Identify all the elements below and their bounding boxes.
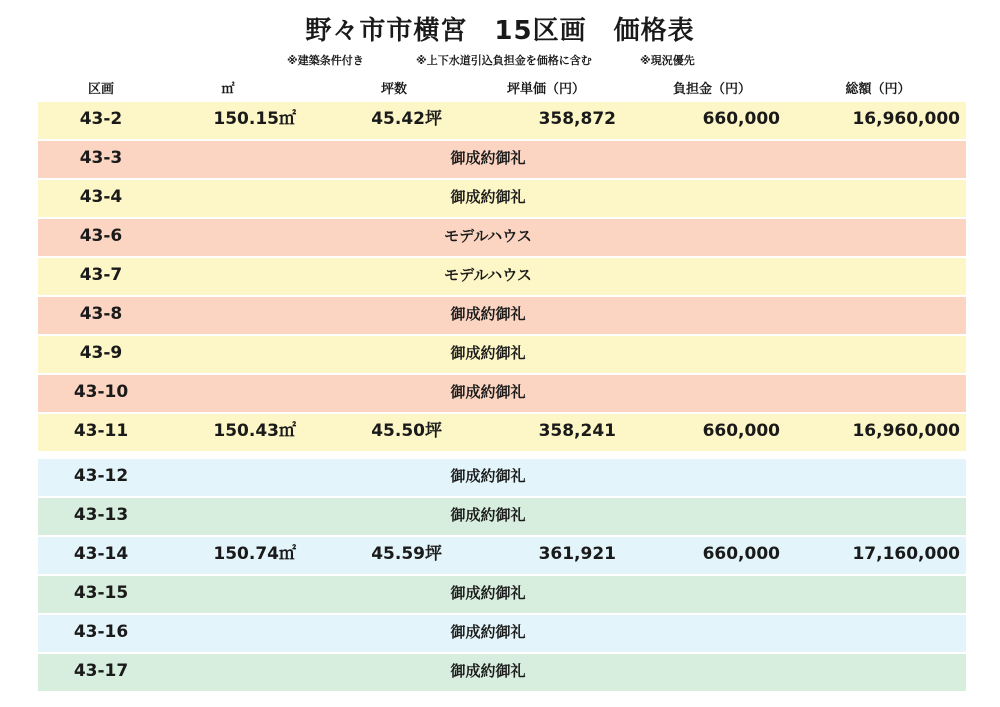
table-row [38,375,966,412]
table-row [38,102,966,139]
cell-burden: 660,000 [702,421,780,441]
cell-lot: 43-8 [79,304,123,324]
cell-lot: 43-3 [79,148,123,168]
cell-status: 御成約御礼 [450,662,526,680]
cell-total: 16,960,000 [852,109,960,129]
cell-status: 御成約御礼 [450,584,526,602]
note-current-condition: ※現況優先 [640,54,695,67]
cell-total: 16,960,000 [852,421,960,441]
note-water-burden: ※上下水道引込負担金を価格に含む [416,54,592,67]
table-row [38,654,966,691]
cell-unit-price: 361,921 [538,544,616,564]
cell-status: モデルハウス [444,266,532,284]
cell-tsubo: 45.50坪 [371,421,442,441]
cell-status: 御成約御礼 [450,383,526,401]
cell-status: 御成約御礼 [450,506,526,524]
cell-status: 御成約御礼 [450,188,526,206]
cell-lot: 43-12 [73,466,129,486]
table-row [38,297,966,334]
cell-status: モデルハウス [444,227,532,245]
table-row [38,498,966,535]
table-row [38,537,966,574]
table-row [38,615,966,652]
cell-status: 御成約御礼 [450,467,526,485]
cell-status: 御成約御礼 [450,623,526,641]
header-unit-price: 坪単価（円） [506,82,585,97]
cell-lot: 43-16 [73,622,129,642]
note-building-condition: ※建築条件付き [287,54,364,67]
cell-status: 御成約御礼 [450,344,526,362]
table-row [38,576,966,613]
table-row [38,336,966,373]
table-row [38,414,966,451]
cell-lot: 43-14 [73,544,129,564]
cell-area: 150.15㎡ [213,109,296,129]
cell-lot: 43-10 [73,382,129,402]
cell-unit-price: 358,872 [538,109,616,129]
cell-tsubo: 45.42坪 [371,109,442,129]
cell-status: 御成約御礼 [450,149,526,167]
cell-lot: 43-13 [73,505,129,525]
header-total: 総額（円） [845,82,911,97]
header-burden: 負担金（円） [672,82,751,97]
table-row [38,141,966,178]
cell-area: 150.43㎡ [213,421,296,441]
cell-lot: 43-7 [79,265,123,285]
cell-status: 御成約御礼 [450,305,526,323]
cell-lot: 43-2 [79,109,123,129]
table-row [38,219,966,256]
cell-tsubo: 45.59坪 [371,544,442,564]
table-header [38,78,966,100]
table-row [38,258,966,295]
table-row [38,459,966,496]
table-row [38,180,966,217]
cell-area: 150.74㎡ [213,544,296,564]
cell-lot: 43-9 [79,343,123,363]
cell-lot: 43-15 [73,583,129,603]
cell-lot: 43-17 [73,661,129,681]
cell-burden: 660,000 [702,109,780,129]
cell-burden: 660,000 [702,544,780,564]
cell-lot: 43-11 [73,421,129,441]
header-area: ㎡ [221,82,235,97]
header-tsubo: 坪数 [380,82,407,97]
cell-unit-price: 358,241 [538,421,616,441]
cell-total: 17,160,000 [852,544,960,564]
page-title: 野々市市横宮 15区画 価格表 [305,16,695,46]
header-lot: 区画 [87,82,114,97]
cell-lot: 43-6 [79,226,123,246]
cell-lot: 43-4 [79,187,123,207]
